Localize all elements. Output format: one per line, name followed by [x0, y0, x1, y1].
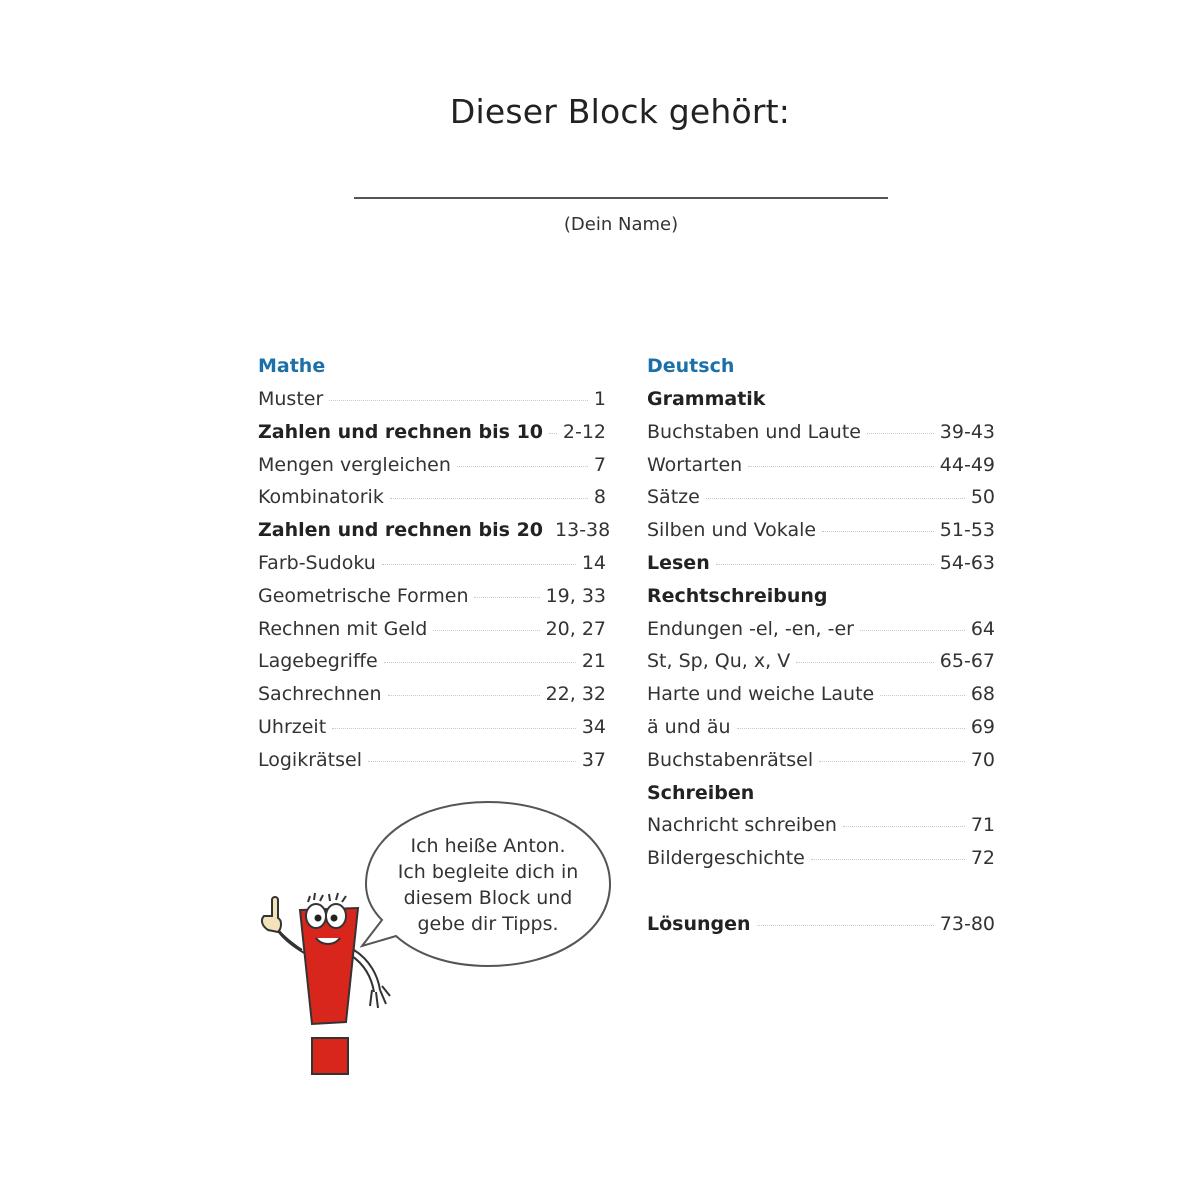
toc-entry-label: Lagebegriffe: [258, 650, 378, 673]
toc-entry-pages: 13-38: [555, 519, 611, 542]
toc-section-heading: [647, 383, 995, 416]
toc-entry: [258, 416, 606, 449]
toc-section-heading: [647, 580, 995, 613]
leader-dots: [368, 761, 576, 762]
name-write-line: [354, 197, 888, 199]
toc-entry-pages: 68: [970, 683, 995, 706]
toc-entry: [647, 547, 995, 580]
deutsch-toc: [647, 350, 995, 941]
leader-dots: [388, 695, 540, 696]
toc-entry-pages: 1: [593, 388, 606, 410]
toc-entry: [647, 842, 995, 875]
leader-dots: [457, 466, 588, 467]
toc-entry-label: ä und äu: [647, 715, 731, 738]
toc-entry-pages: 72: [970, 847, 995, 870]
toc-entry-label: Rechnen mit Geld: [258, 617, 428, 640]
toc-entry: [258, 580, 606, 613]
anton-exclamation-mascot-icon: [250, 880, 420, 1090]
leader-dots: [390, 498, 588, 499]
toc-entry: [647, 613, 995, 646]
toc-entry: [647, 809, 995, 842]
leader-dots: [433, 630, 539, 631]
toc-entry-label: Endungen -el, -en, -er: [647, 617, 854, 640]
leader-dots: [811, 859, 965, 860]
toc-entry-label: Silben und Vokale: [647, 519, 817, 542]
toc-entry-pages: 51-53: [939, 519, 995, 542]
toc-entry-label: Geometrische Formen: [258, 584, 469, 607]
toc-entry-pages: 34: [581, 715, 606, 738]
toc-entry-label: Mengen vergleichen: [258, 453, 451, 476]
toc-entry-label: Farb-Sudoku: [258, 551, 376, 574]
toc-entry-pages: 22, 32: [545, 683, 606, 706]
leader-dots: [706, 498, 965, 499]
toc-entry: [258, 678, 606, 711]
toc-entry: [258, 744, 606, 777]
toc-entry: [647, 449, 995, 482]
toc-entry-pages: 19, 33: [545, 584, 606, 607]
leader-dots: [382, 564, 576, 565]
toc-entry: [258, 613, 606, 646]
toc-entry-pages: 54-63: [939, 551, 995, 574]
mathe-heading: Mathe: [258, 355, 326, 377]
toc-entry-label: Muster: [258, 388, 324, 410]
toc-entry-pages: 44-49: [939, 453, 995, 476]
toc-entry-pages: 69: [970, 715, 995, 738]
toc-entry-pages: 37: [581, 748, 606, 771]
deutsch-entry-list: [647, 383, 995, 875]
leader-dots: [867, 433, 934, 434]
toc-entry: [258, 547, 606, 580]
leader-dots: [332, 728, 576, 729]
toc-entry-label: Kombinatorik: [258, 486, 384, 509]
toc-entry: [258, 514, 611, 547]
leader-dots: [549, 433, 557, 434]
toc-entry: [647, 416, 995, 449]
toc-entry-pages: 71: [970, 814, 995, 837]
toc-entry-label: Nachricht schreiben: [647, 814, 837, 837]
leader-dots: [822, 531, 934, 532]
leader-dots: [796, 662, 934, 663]
toc-entry-label: Wortarten: [647, 453, 743, 476]
leader-dots: [880, 695, 965, 696]
leader-dots: [737, 728, 965, 729]
toc-entry: [258, 449, 606, 482]
leader-dots: [757, 925, 934, 926]
toc-entry: [647, 514, 995, 547]
toc-entry-pages: 70: [970, 748, 995, 771]
speech-line: gebe dir Tipps.: [417, 913, 559, 935]
toc-entry-label: Logikrätsel: [258, 748, 362, 771]
toc-entry-label: St, Sp, Qu, x, V: [647, 650, 791, 673]
toc-entry-solutions: [647, 908, 995, 941]
toc-entry: [647, 744, 995, 777]
leader-dots: [329, 400, 588, 401]
mathe-toc: [258, 350, 611, 777]
toc-entry: [258, 383, 606, 416]
toc-entry-label: Bildergeschichte: [647, 847, 805, 870]
toc-entry-label: Harte und weiche Laute: [647, 683, 875, 706]
toc-entry-pages: 7: [593, 453, 606, 476]
toc-entry: [258, 711, 606, 744]
deutsch-heading: Deutsch: [647, 355, 735, 377]
toc-entry-label: Lesen: [647, 551, 710, 574]
toc-entry-pages: 8: [593, 486, 606, 509]
toc-entry: [258, 645, 606, 678]
toc-entry-pages: 2-12: [562, 420, 606, 443]
speech-line: Ich heiße Anton.: [410, 835, 566, 857]
toc-entry-pages: 20, 27: [545, 617, 606, 640]
toc-entry-label: Buchstaben und Laute: [647, 420, 861, 443]
toc-entry: [647, 645, 995, 678]
toc-entry-label: Grammatik: [647, 388, 766, 410]
toc-entry-pages: 39-43: [939, 420, 995, 443]
leader-dots: [748, 466, 934, 467]
toc-entry-label: Sachrechnen: [258, 683, 382, 706]
toc-entry-pages: 73-80: [939, 912, 995, 935]
toc-entry: [647, 481, 995, 514]
toc-entry-pages: 65-67: [939, 650, 995, 673]
leader-dots: [819, 761, 965, 762]
toc-entry-pages: 14: [581, 551, 606, 574]
leader-dots: [474, 597, 539, 598]
toc-entry-pages: 64: [970, 617, 995, 640]
toc-entry-label: Zahlen und rechnen bis 10: [258, 420, 544, 443]
page-title: Dieser Block gehört:: [449, 92, 791, 131]
toc-entry-label: Uhrzeit: [258, 715, 327, 738]
toc-entry-label: Zahlen und rechnen bis 20: [258, 519, 544, 542]
speech-line: diesem Block und: [403, 887, 573, 909]
toc-entry: [647, 711, 995, 744]
leader-dots: [384, 662, 576, 663]
leader-dots: [860, 630, 965, 631]
leader-dots: [843, 826, 965, 827]
leader-dots: [716, 564, 934, 565]
name-caption: (Dein Name): [563, 214, 679, 235]
toc-entry-label: Rechtschreibung: [647, 584, 828, 607]
speech-line: Ich begleite dich in: [397, 861, 579, 883]
toc-entry-label: Sätze: [647, 486, 700, 509]
toc-entry-label: Buchstabenrätsel: [647, 748, 814, 771]
toc-entry-label: Schreiben: [647, 781, 755, 804]
toc-entry: [647, 678, 995, 711]
mathe-entry-list: [258, 383, 611, 777]
toc-entry: [258, 481, 606, 514]
toc-entry-label: Lösungen: [647, 912, 751, 935]
toc-entry-pages: 50: [970, 486, 995, 509]
toc-section-heading: [647, 777, 995, 810]
toc-entry-pages: 21: [581, 650, 606, 673]
